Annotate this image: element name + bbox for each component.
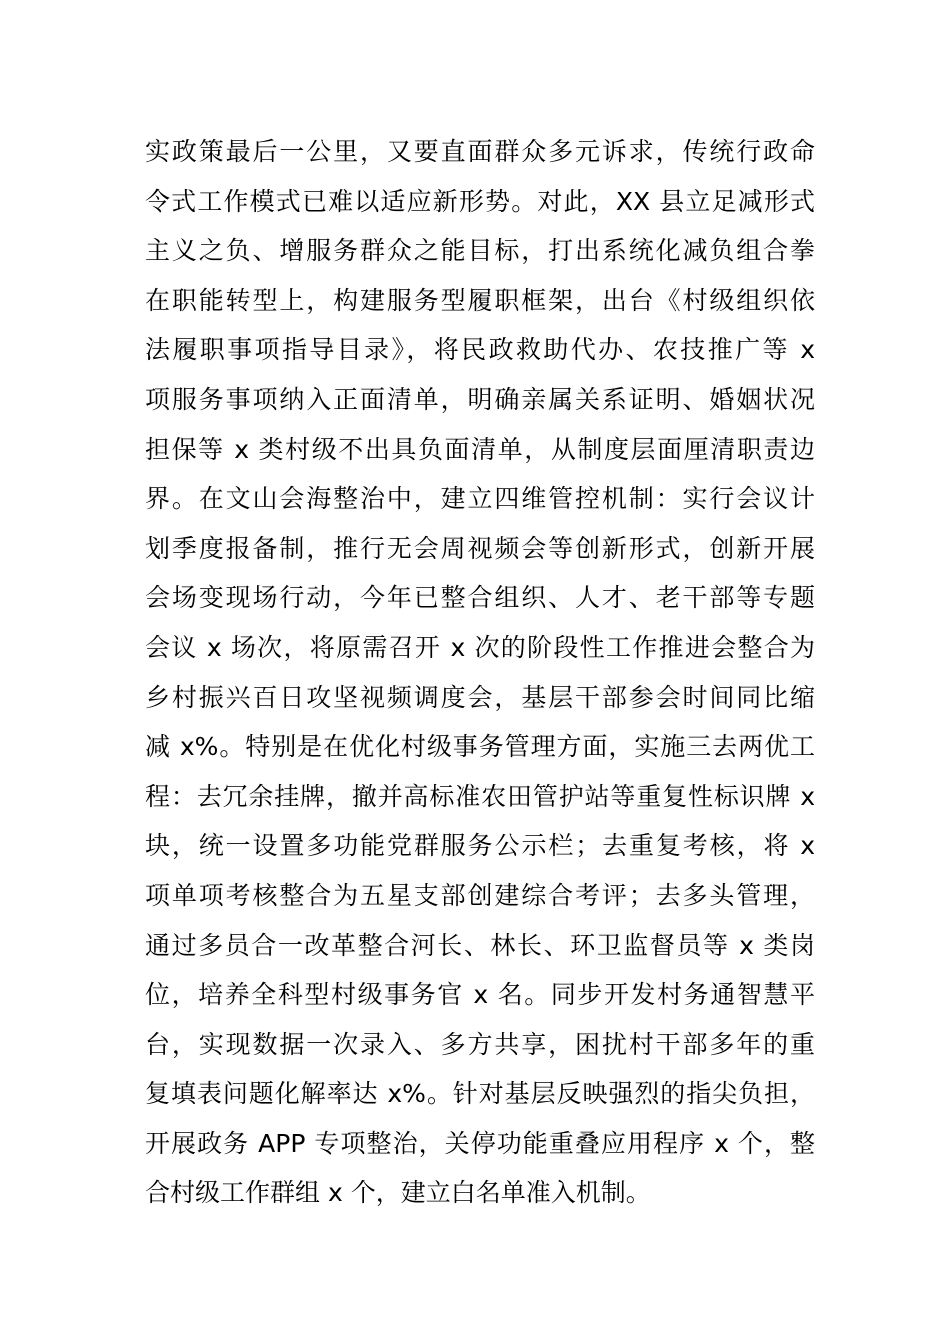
text-line: 令式工作模式已难以适应新形势。对此，XX 县立足减形式 [145,186,815,216]
text-line: 乡村振兴百日攻坚视频调度会，基层干部参会时间同比缩 [145,682,815,712]
text-line: 界。在文山会海整治中，建立四维管控机制：实行会议计 [145,484,815,514]
text-line: 项服务事项纳入正面清单，明确亲属关系证明、婚姻状况 [145,384,815,414]
text-line: 通过多员合一改革整合河长、林长、环卫监督员等 x 类岗 [145,930,815,960]
text-line: 减 x%。特别是在优化村级事务管理方面，实施三去两优工 [145,732,815,762]
text-line: 实政策最后一公里，又要直面群众多元诉求，传统行政命 [145,137,815,166]
text-line: 在职能转型上，构建服务型履职框架，出台《村级组织依 [145,285,815,315]
text-line: 会议 x 场次，将原需召开 x 次的阶段性工作推进会整合为 [145,632,815,662]
text-line: 程：去冗余挂牌，撤并高标准农田管护站等重复性标识牌 x [145,781,815,811]
text-line: 开展政务 APP 专项整治，关停功能重叠应用程序 x 个，整 [145,1128,815,1158]
text-line: 划季度报备制，推行无会周视频会等创新形式，创新开展 [145,533,815,563]
text-line: 位，培养全科型村级事务官 x 名。同步开发村务通智慧平 [145,980,815,1010]
text-line: 项单项考核整合为五星支部创建综合考评；去多头管理， [145,880,815,910]
text-line: 块，统一设置多功能党群服务公示栏；去重复考核，将 x [145,831,815,861]
body-paragraph [145,127,815,1218]
text-line: 会场变现场行动，今年已整合组织、人才、老干部等专题 [145,583,815,613]
text-line: 合村级工作群组 x 个，建立白名单准入机制。 [145,1178,651,1208]
text-line: 担保等 x 类村级不出具负面清单，从制度层面厘清职责边 [145,434,815,464]
text-line: 台，实现数据一次录入、多方共享，困扰村干部多年的重 [145,1029,815,1059]
text-line: 法履职事项指导目录》，将民政救助代办、农技推广等 x [145,335,815,365]
text-line: 复填表问题化解率达 x%。针对基层反映强烈的指尖负担， [145,1079,815,1109]
text-line: 主义之负、增服务群众之能目标，打出系统化减负组合拳 [145,236,815,266]
